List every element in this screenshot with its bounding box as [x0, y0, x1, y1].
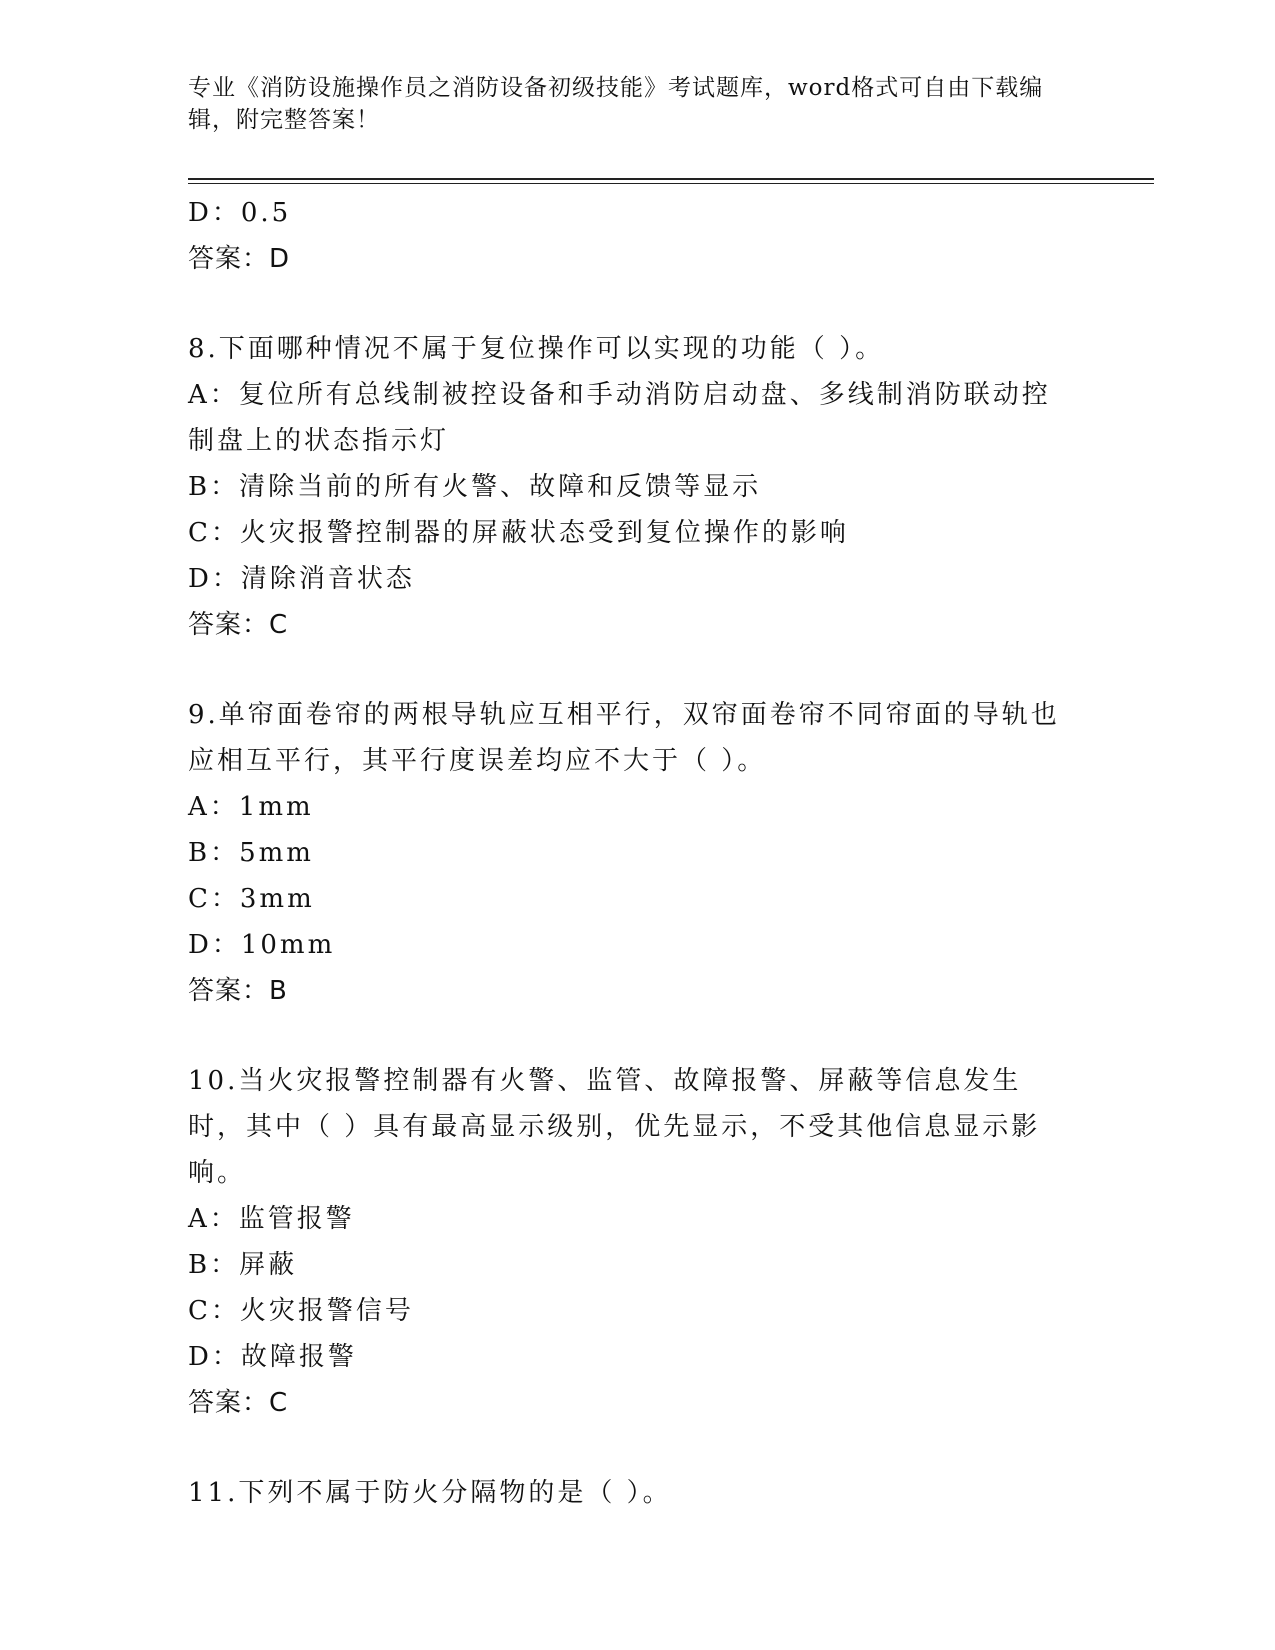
option-d: D：清除消音状态 [188, 564, 415, 594]
option-c: C：火灾报警信号 [188, 1296, 414, 1326]
question-text: 10.当火灾报警控制器有火警、监管、故障报警、屏蔽等信息发生时，其中（ ）具有最高显示级别，优先显示，不受其他信息显示影响。 [188, 1066, 1041, 1188]
question-list [188, 190, 1088, 1516]
answer-line: 答案：D [188, 244, 291, 274]
option-b: B：清除当前的所有火警、故障和反馈等显示 [188, 472, 762, 502]
question-8 [188, 326, 1088, 648]
answer-line: 答案：B [188, 976, 288, 1006]
option-a: A：1mm [188, 792, 314, 822]
question-text: 11.下列不属于防火分隔物的是（ ）。 [188, 1478, 672, 1508]
header-divider [188, 178, 1154, 180]
option-d: D：故障报警 [188, 1342, 357, 1372]
header-divider-thin [188, 183, 1154, 184]
answer-line: 答案：C [188, 1388, 289, 1418]
option-c: C：3mm [188, 884, 315, 914]
option-d: D：10mm [188, 930, 336, 960]
previous-question-tail [188, 190, 1088, 282]
question-9 [188, 692, 1088, 1014]
option-b: B：屏蔽 [188, 1250, 298, 1280]
answer-line: 答案：C [188, 610, 289, 640]
question-11 [188, 1470, 1088, 1516]
option-d: D：0.5 [188, 198, 292, 228]
option-b: B：5mm [188, 838, 314, 868]
question-10 [188, 1058, 1088, 1426]
option-a: A：复位所有总线制被控设备和手动消防启动盘、多线制消防联动控制盘上的状态指示灯 [188, 380, 1051, 456]
question-text: 9.单帘面卷帘的两根导轨应互相平行，双帘面卷帘不同帘面的导轨也应相互平行，其平行度误差均应不大于（ ）。 [188, 700, 1060, 776]
document-header: 专业《消防设施操作员之消防设备初级技能》考试题库，word格式可自由下载编辑，附完整答案！ [188, 75, 1044, 133]
option-a: A：监管报警 [188, 1204, 355, 1234]
question-text: 8.下面哪种情况不属于复位操作可以实现的功能（ ）。 [188, 334, 885, 364]
option-c: C：火灾报警控制器的屏蔽状态受到复位操作的影响 [188, 518, 849, 548]
